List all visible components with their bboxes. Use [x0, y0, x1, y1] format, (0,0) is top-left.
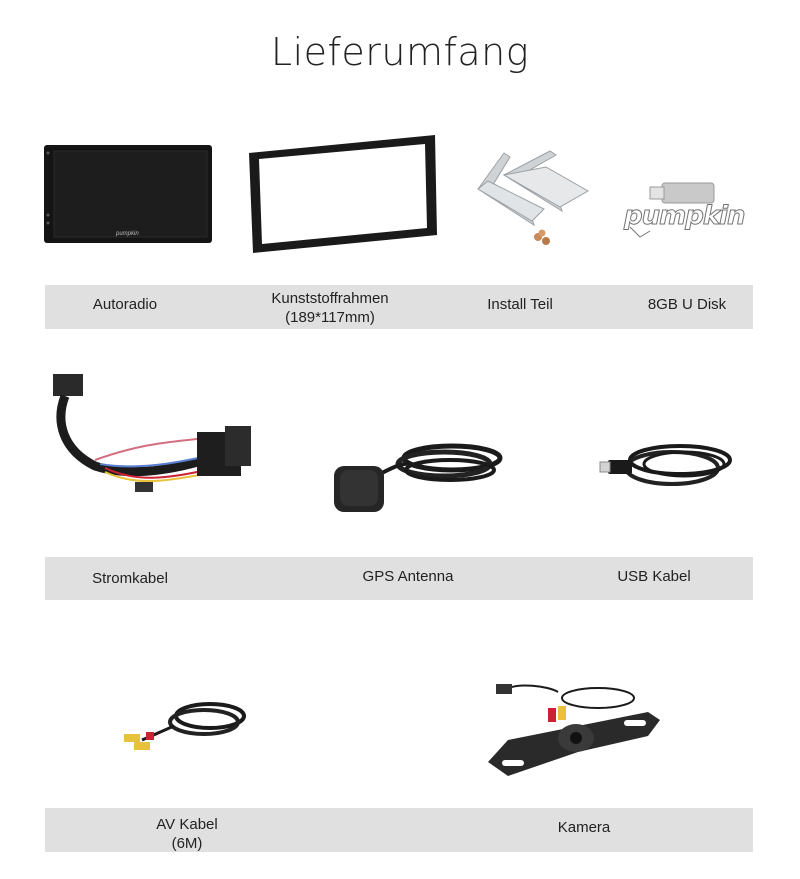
label-autoradio: Autoradio	[92, 296, 158, 313]
page-title: Lieferumfang	[270, 30, 530, 74]
usb-cable-image	[600, 430, 735, 500]
usb-disk-brand: pumpkin	[624, 201, 745, 231]
power-cable-image	[45, 372, 255, 502]
autoradio-brand: pumpkin	[116, 231, 139, 237]
usb-disk-image	[620, 175, 765, 240]
label-av-kabel: AV Kabel (6M)	[156, 816, 218, 852]
label-gps-antenna: GPS Antenna	[362, 568, 454, 585]
camera-image	[488, 680, 668, 780]
label-kunststoffrahmen: Kunststoffrahmen (189*117mm)	[271, 290, 389, 326]
label-usb-kabel: USB Kabel	[617, 568, 691, 585]
label-stromkabel: Stromkabel	[92, 570, 168, 587]
gps-antenna-image	[332, 432, 507, 517]
install-part-image	[474, 145, 594, 250]
frame-image	[247, 133, 439, 255]
label-install-teil: Install Teil	[487, 296, 553, 313]
autoradio-image	[44, 145, 214, 245]
label-usb-disk: 8GB U Disk	[647, 296, 727, 313]
av-cable-image	[120, 698, 255, 758]
label-kamera: Kamera	[557, 819, 611, 836]
